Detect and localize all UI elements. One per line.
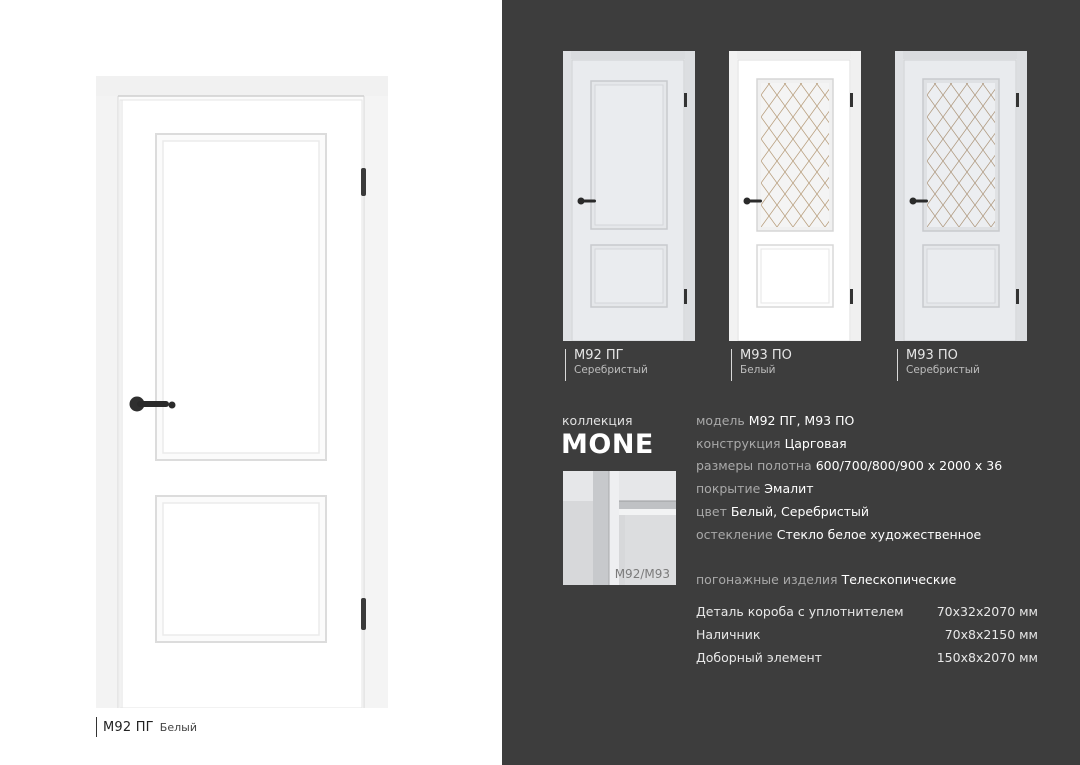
dimension-name: Доборный элемент [696, 650, 822, 665]
spec-key: покрытие [696, 481, 761, 496]
spec-mouldings [696, 572, 956, 587]
main-door-image [96, 76, 388, 708]
dimension-value: 70x8x2150 мм [944, 627, 1038, 642]
spec-construction [696, 436, 847, 451]
spec-key: размеры полотна [696, 458, 812, 473]
thumbnail-door-2 [729, 51, 861, 341]
dimension-name: Наличник [696, 627, 761, 642]
thumbnail-caption-3 [897, 348, 980, 381]
thumbnail-caption-2 [731, 348, 792, 381]
spec-model [696, 413, 854, 428]
detail-photo-label: M92/M93 [614, 567, 670, 581]
spec-value: Стекло белое художественное [776, 527, 982, 542]
thumbnail-model: M93 ПО [906, 348, 958, 363]
spec-value: M92 ПГ, M93 ПО [748, 413, 855, 428]
dimension-value: 70x32x2070 мм [936, 604, 1038, 619]
thumbnail-caption-1 [565, 348, 648, 381]
collection-label: коллекция [562, 413, 633, 428]
detail-photo [563, 471, 676, 585]
spec-value: Царговая [784, 436, 847, 451]
caption-divider [731, 349, 732, 381]
spec-color [696, 504, 869, 519]
main-door-color: Белый [159, 720, 197, 734]
spec-value: 600/700/800/900 x 2000 x 36 [815, 458, 1003, 473]
thumbnail-door-3 [895, 51, 1027, 341]
thumbnail-color: Серебристый [906, 364, 980, 376]
thumbnail-color: Серебристый [574, 364, 648, 376]
spec-key: остекление [696, 527, 773, 542]
spec-sizes [696, 458, 1002, 473]
dimension-row [696, 604, 1038, 619]
spec-key: конструкция [696, 436, 781, 451]
spec-key: цвет [696, 504, 727, 519]
thumbnail-model: M92 ПГ [574, 348, 624, 363]
main-door-caption [96, 716, 197, 738]
thumbnail-door-1 [563, 51, 695, 341]
caption-divider [565, 349, 566, 381]
spec-value: Эмалит [764, 481, 814, 496]
thumbnail-color: Белый [740, 364, 776, 376]
dimension-value: 150x8x2070 мм [936, 650, 1038, 665]
thumbnail-model: M93 ПО [740, 348, 792, 363]
spec-coating [696, 481, 814, 496]
spec-key: модель [696, 413, 745, 428]
collection-name: MONE [561, 429, 654, 460]
main-door-model: M92 ПГ [103, 719, 154, 735]
spec-value: Белый, Серебристый [730, 504, 870, 519]
spec-value: Телескопические [841, 572, 957, 587]
caption-divider [96, 717, 97, 737]
spec-key: погонажные изделия [696, 572, 838, 587]
dimension-name: Деталь короба с уплотнителем [696, 604, 904, 619]
dimension-row [696, 650, 1038, 665]
caption-divider [897, 349, 898, 381]
dimension-row [696, 627, 1038, 642]
spec-glazing [696, 527, 981, 542]
